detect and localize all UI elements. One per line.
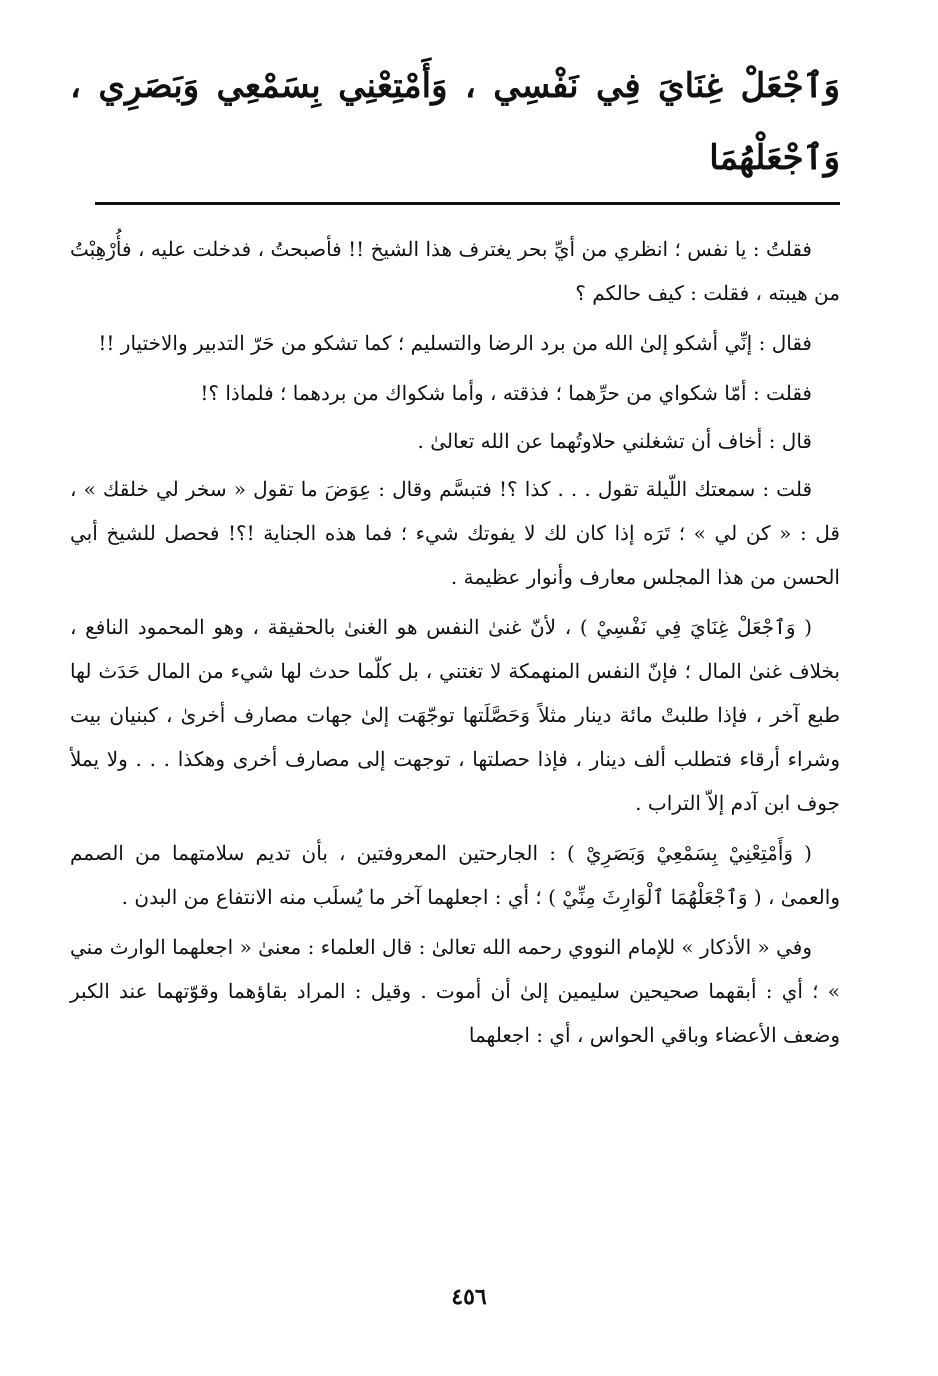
- paragraph-4: قال : أخاف أن تشغلني حلاوتُهما عن الله تعالىٰ .: [417, 429, 812, 453]
- paragraph-5: قلت : سمعتك اللّيلة تقول . . . كذا ؟! فتبسَّم وقال : عِوَضَ ما تقول « سخر لي خلقك » ، قل : « كن لي » ؛ تَرَه إذا كان لك لا يفوتك شيء ؛ فما هذه الجناية !؟! فحصل للشيخ أبي الحسن من هذا المجلس معارف وأنوار عظيمة .: [70, 477, 840, 589]
- paragraph-1: فقلتُ : يا نفس ؛ انظري من أيِّ بحر يغترف هذا الشيخ !! فأصبحتُ ، فدخلت عليه ، فأُرْهِبْتُ من هيبته ، فقلت : كيف حالكم ؟: [70, 237, 840, 305]
- paragraph-8: وفي « الأذكار » للإمام النووي رحمه الله تعالىٰ : قال العلماء : معنىٰ « اجعلهما الوارث مني » ؛ أي : أبقهما صحيحين سليمين إلىٰ أن أموت . وقيل : المراد بقاؤهما وقوّتهما عند الكبر وضعف الأعضاء وباقي الحواس ، أي : اجعلهما: [70, 935, 840, 1047]
- paragraph-6: ( وَٱجْعَلْ غِنَايَ فِي نَفْسِيْ ) ، لأنّ غنىٰ النفس هو الغنىٰ بالحقيقة ، وهو المحمود النافع ، بخلاف غنىٰ المال ؛ فإنّ النفس المنهمكة لا تغتني ، بل كلّما حدث لها شيء من المال حَدَث لها طبع آخر ، فإذا طلبتْ مائة دينار مثلاً وَحَصَّلَتها توجّهَت إلىٰ جهات مصارف أخرىٰ ، كبنيان بيت وشراء أرقاء فتطلب ألف دينار ، فإذا حصلتها ، توجهت إلى مصارف أخرى وهكذا . . . ولا يملأ جوف ابن آدم إلاّ التراب .: [70, 615, 840, 815]
- section-divider: [95, 202, 840, 205]
- paragraph-2: فقال : إنِّي أشكو إلىٰ الله من برد الرضا والتسليم ؛ كما تشكو من حَرّ التدبير والاختيار !!: [98, 331, 812, 355]
- hadith-text: [70, 50, 840, 194]
- book-page: [70, 50, 840, 1063]
- paragraph-3: فقلت : أمّا شكواي من حرِّهما ؛ فذقته ، وأما شكواك من بردهما ؛ فلماذا ؟!: [200, 381, 812, 405]
- hadith-line-1: وَٱجْعَلْ غِنَايَ فِي نَفْسِي ، وَأَمْتِعْنِي بِسَمْعِي وَبَصَرِي ، وَٱجْعَلْهُمَا: [70, 66, 840, 178]
- paragraph-7: ( وَأَمْتِعْنِيْ بِسَمْعِيْ وَبَصَرِيْ ) : الجارحتين المعروفتين ، بأن تديم سلامتهما من الصمم والعمىٰ ، ( وَٱجْعَلْهُمَا ٱلْوَارِثَ مِنِّيْ ) ؛ أي : اجعلهما آخر ما يُسلَب منه الانتفاع من البدن .: [70, 841, 840, 909]
- commentary-body: [70, 227, 840, 1057]
- page-number: ٤٥٦: [451, 1284, 487, 1310]
